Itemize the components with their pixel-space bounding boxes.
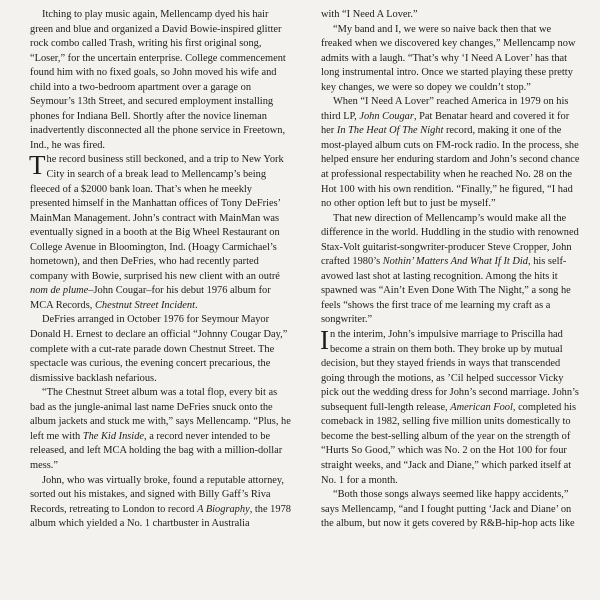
text-run: When “I Need A Lover” reached America in 1979 on his third LP,	[320, 96, 569, 122]
text-run: That new direction of Mellencamp’s would make all the difference in the world. Huddling in the studio with renowned Stax-Volt guitarist-songwriter-producer Steve Cropper, John crafted 1980’s	[320, 212, 579, 268]
drop-cap: I	[319, 325, 329, 356]
paragraph-dropcap	[319, 325, 580, 488]
text-run: .	[195, 299, 198, 311]
album-title: Nothin’ Matters And What If It Did	[382, 256, 529, 268]
text-run: , a record never intended to be released, and left MCA holding the bag with a million-dollar mess.”	[30, 430, 283, 471]
paragraph	[321, 95, 580, 211]
text-run: , completed his comeback in 1982, selling five million units domestically to become the best-selling album of the year on the strength of “Hurts So Good,” which was No. 2 on the Hot 100 for four straight weeks, and “Jack and Diane,” which parked itself at No. 1 for a month.	[320, 401, 577, 486]
paragraph	[30, 386, 293, 473]
paragraph-dropcap	[29, 150, 293, 313]
paragraph: DeFries arranged in October 1976 for Seymour Mayor Donald H. Ernest to declare an official “Johnny Cougar Day,” complete with a cut-rate parade down Chestnut Street. The spectacle was curious, the evening concert precarious, the dismissive backlash nefarious.	[30, 314, 288, 384]
text-run: record, making it one of the most-played album cuts on FM-rock radio. In the process, she helped ensure her enduring stardom and John’s second chance at professional respectability when he reached No. 28 on the Hot 100 with his own rendition. “Finally,” he figured, “I had no other option left but to just be myself.”	[320, 125, 580, 210]
text-run: “The Chestnut Street album was a total flop, every bit as bad as the jungle-animal last name DeFries snuck onto the album jackets and stuck me with,” says Mellencamp. “Plus, he left me with	[30, 387, 291, 442]
paragraph-continued: with “I Need A Lover.”	[320, 9, 418, 20]
text-run: , his self-avowed last shot at lasting recognition. Among the hits it spawned was “Ain’t Even Done With The Night,” a song he feels “shows the first trace of me learning my craft as a songwriter.”	[320, 256, 571, 326]
text-run: John, who was virtually broke, found a reputable attorney, sorted out his mistakes, and signed with Billy Gaff’s Riva Records, retreating to London to record	[30, 474, 284, 515]
album-title: In The Heat Of The Night	[336, 125, 444, 137]
text-run: –John Cougar–for his debut 1976 album for MCA Records,	[30, 285, 271, 311]
text-run: , the 1978 album which yielded a No. 1 chartbuster in Australia	[30, 503, 291, 530]
album-title: Chestnut Street Incident	[94, 299, 195, 311]
text-run: he record business still beckoned, and a trip to New York City in search of a break lead to Mellencamp’s being fleeced of a $2000 bank loan. That’s when he meekly presented himself in the Manhattan offices of Tony DeFries’ MainMan Management. John’s contract with MainMan was eventually signed in a booth at the Big Wheel Restaurant on College Avenue in Bloomington, Ind. (Hoagy Carmichael’s hometown), and then DeFries, who had recently parted company with Bowie, surprised his new client with an outré	[30, 154, 284, 282]
paragraph: Itching to play music again, Mellencamp dyed his hair green and blue and organized a David Bowie-inspired glitter rock combo called Trash, writing his first original song, “Loser,” for the uncertain enterprise. College commencement found him with no fixed goals, so John moved his wife and child into a two-bedroom apartment over a garage on Seymour’s 13th Street, and secured employment installing phones for Indiana Bell. Shortly after the novice lineman inadvertently disconnected all the phone service in Freetown, Ind., he was fired.	[30, 9, 286, 151]
italic-run: nom de plume	[30, 285, 89, 297]
right-column	[321, 8, 580, 600]
album-title: The Kid Inside	[82, 430, 144, 442]
paragraph: “My band and I, we were so naive back then that we freaked when we discovered key changes,” Mellencamp now admits with a laugh. “That’s why ‘I Need A Lover’ has that long instrumental intro. Once we started playing these pretty key changes, we were so dopey we couldn’t stop.”	[320, 23, 576, 93]
album-title: A Biography	[197, 503, 250, 515]
text-run: , Pat Benatar heard and covered it for her	[320, 110, 570, 137]
paragraph: “Both those songs always seemed like happy accidents,” says Mellencamp, “and I fought putting ‘Jack and Diane’ on the album, but now it gets covered by R&B-hip-hop acts like	[320, 489, 575, 530]
drop-cap: T	[29, 150, 46, 181]
paragraph	[321, 212, 580, 328]
text-run: n the interim, John’s impulsive marriage to Priscilla had become a strain on them both. They broke up by mutual decision, but they stayed friends in ways that transcended going through the motions, as ’Cil helped successor Vicky pick out the wedding dress for John’s second marriage. John’s subsequent full-length release,	[320, 329, 579, 413]
album-title: John Cougar	[359, 110, 414, 122]
album-title: American Fool	[450, 401, 513, 413]
left-column	[30, 8, 293, 600]
paragraph	[30, 474, 293, 532]
